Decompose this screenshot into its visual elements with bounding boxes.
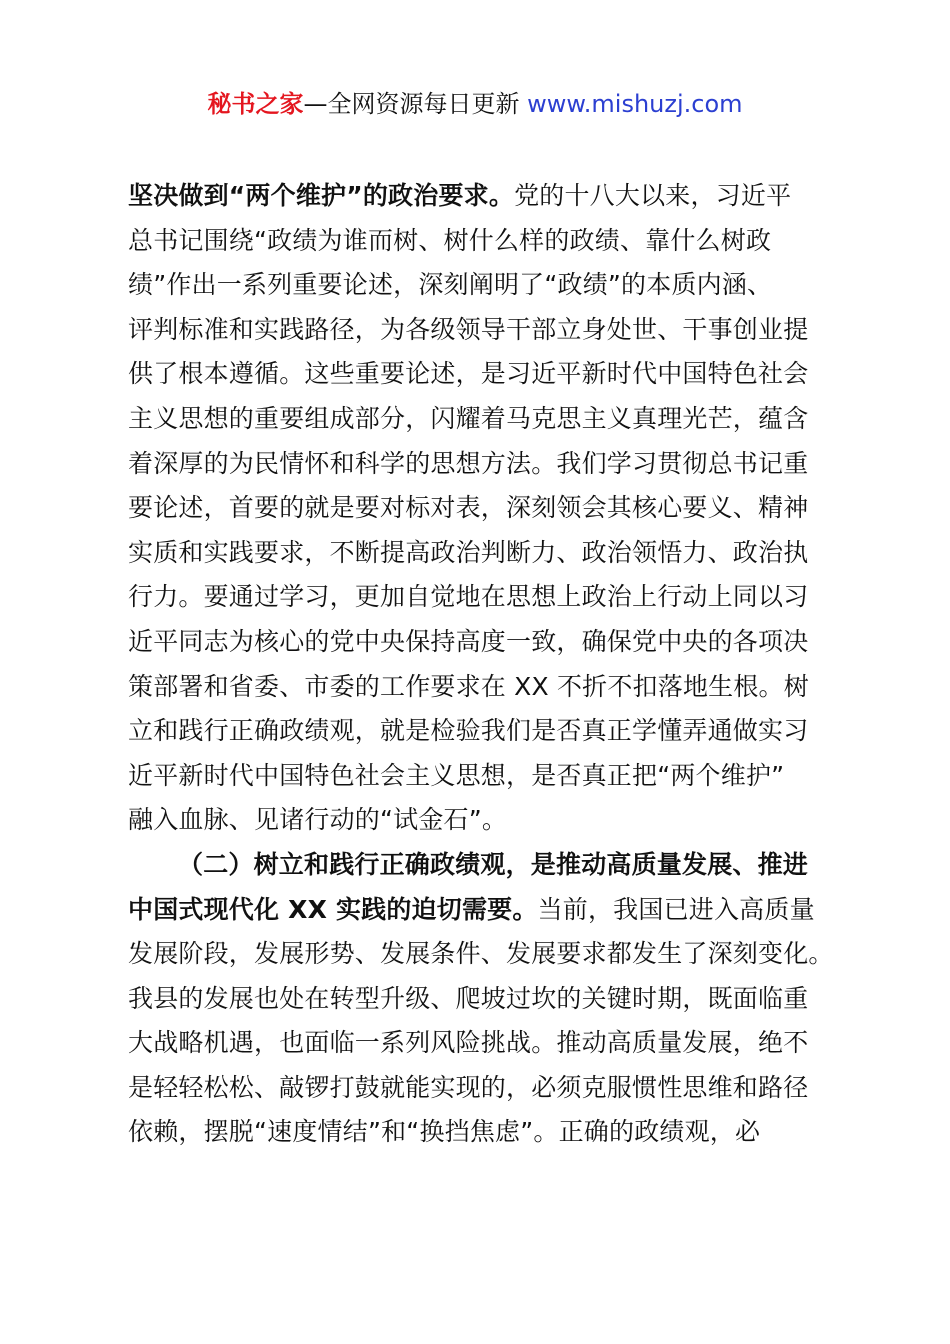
text-line (128, 798, 838, 843)
text-line (128, 709, 838, 754)
text-run: 实质和实践要求，不断提高政治判断力、政治领悟力、政治执 (128, 537, 809, 567)
text-line (128, 888, 838, 933)
brand-name: 秘书之家 (207, 90, 304, 118)
text-line (128, 308, 838, 353)
text-run: 是轻轻松松、敲锣打鼓就能实现的，必须克服惯性思维和路径 (128, 1072, 809, 1102)
text-line (128, 531, 838, 576)
text-run: 近平同志为核心的党中央保持高度一致，确保党中央的各项决 (128, 626, 809, 656)
text-run: 党的十八大以来，习近平 (514, 181, 792, 210)
text-line (128, 754, 838, 799)
text-line (128, 219, 838, 264)
text-line (128, 932, 838, 977)
header-tagline: —全网资源每日更新 (303, 90, 528, 118)
text-line (128, 442, 838, 487)
text-run: 立和践行正确政绩观，就是检验我们是否真正学懂弄通做实习 (128, 716, 809, 746)
text-run: 依赖，摆脱“速度情结”和“换挡焦虑”。正确的政绩观，必 (128, 1117, 761, 1147)
text-run: 行力。要通过学习，更加自觉地在思想上政治上行动上同以习 (128, 582, 809, 612)
text-run: 主义思想的重要组成部分，闪耀着马克思主义真理光芒，蕴含 (128, 403, 809, 433)
text-run: 评判标准和实践路径，为各级领导干部立身处世、干事创业提 (128, 314, 809, 344)
text-line (128, 397, 838, 442)
text-line (128, 263, 838, 308)
text-run: 当前，我国已进入高质量 (537, 894, 815, 924)
text-run: 策部署和省委、市委的工作要求在 XX 不折不扣落地生根。树 (128, 671, 809, 701)
text-line (128, 665, 838, 710)
bold-run: 坚决做到“两个维护”的政治要求。 (128, 181, 515, 210)
text-line (128, 1021, 838, 1066)
text-line (128, 352, 838, 397)
section-heading-line (128, 843, 838, 888)
text-run: 总书记围绕“政绩为谁而树、树什么样的政绩、靠什么树政 (128, 225, 772, 255)
text-run: 发展阶段，发展形势、发展条件、发展要求都发生了深刻变化。 (128, 939, 834, 969)
text-line (128, 620, 838, 665)
bold-run: 中国式现代化 XX 实践的迫切需要。 (128, 894, 538, 924)
text-run: 融入血脉、见诸行动的“试金石”。 (128, 805, 508, 835)
site-url[interactable]: www.mishuzj.com (527, 90, 743, 118)
text-line (128, 486, 838, 531)
text-line (128, 977, 838, 1022)
text-run: 近平新时代中国特色社会主义思想，是否真正把“两个维护” (128, 760, 785, 790)
text-run: 绩”作出一系列重要论述，深刻阐明了“政绩”的本质内涵、 (128, 270, 773, 300)
text-run: 要论述，首要的就是要对标对表，深刻领会其核心要义、精神 (128, 493, 809, 523)
document-body (128, 174, 838, 1155)
text-run: 大战略机遇，也面临一系列风险挑战。推动高质量发展，绝不 (128, 1028, 809, 1058)
bold-run: （二）树立和践行正确政绩观，是推动高质量发展、推进 (178, 849, 809, 879)
text-run: 供了根本遵循。这些重要论述，是习近平新时代中国特色社会 (128, 359, 809, 389)
text-run: 着深厚的为民情怀和科学的思想方法。我们学习贯彻总书记重 (128, 448, 809, 478)
text-line (128, 1066, 838, 1111)
text-line (128, 174, 838, 219)
text-line (128, 1110, 838, 1155)
text-run: 我县的发展也处在转型升级、爬坡过坎的关键时期，既面临重 (128, 983, 809, 1013)
text-line (128, 575, 838, 620)
page-header (0, 86, 950, 122)
